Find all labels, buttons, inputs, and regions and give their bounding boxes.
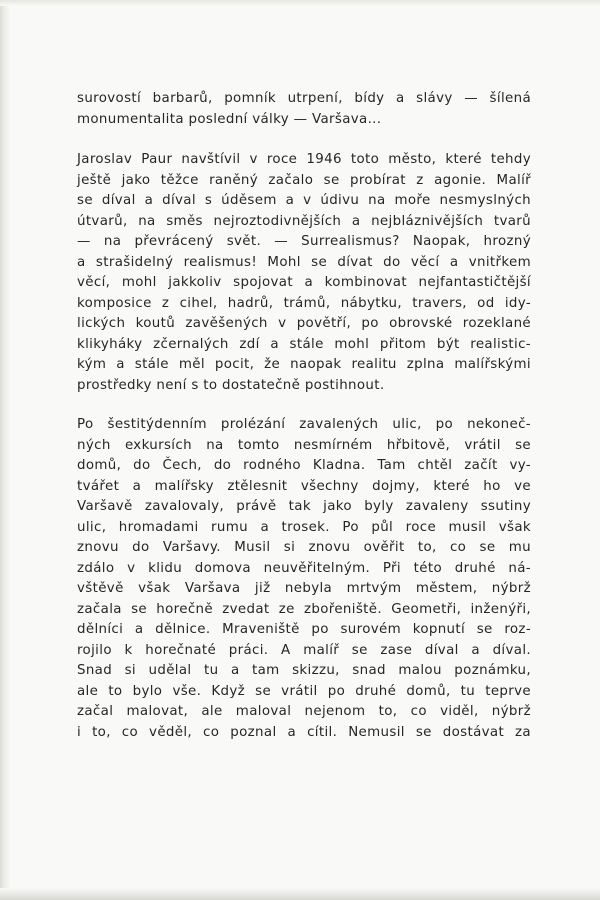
text-line: surovostí barbarů, pomník utrpení, bídy a slávy — šílená (77, 91, 531, 106)
text-line: začala se horečně zvedat ze zbořeniště. Geometři, inženýři, (77, 601, 531, 617)
text-line: tvářet a malířsky ztělesnit všechny dojmy, které ho ve (77, 478, 531, 494)
page-bottom-shadow (0, 888, 600, 900)
text-line: komposice z cihel, hadrů, trámů, nábytku, travers, od idy- (77, 295, 531, 311)
text-line: začal malovat, ale maloval nejenom to, co viděl, nýbrž (77, 704, 531, 719)
text-line: prostředky není s to dostatečně postihnout. (77, 377, 385, 393)
paragraph (77, 415, 531, 743)
text-line: lických koutů zavěšených v povětří, po obrovské rozeklané (77, 316, 531, 331)
text-line: klikyháky zčernalých zdí a stále mohl přitom být realistic- (77, 336, 531, 352)
text-line: ale to bylo vše. Když se vrátil po druhé domů, tu teprve (77, 683, 531, 699)
paragraph (77, 150, 531, 396)
text-line: se díval a díval s úděsem a v údivu na moře nesmyslných (77, 193, 531, 208)
text-line: zdálo v klidu domova neuvěřitelným. Při této druhé ná- (77, 560, 531, 576)
text-line: Snad si udělal tu a tam skizzu, snad malou poznámku, (77, 663, 531, 678)
text-line: Po šestitýdenním prolézání zavalených ulic, po nekoneč- (77, 417, 531, 432)
page-left-shadow (0, 0, 10, 900)
text-line: věcí, mohl jakkoliv spojovat a kombinovat nejfantastičtější (77, 275, 531, 290)
text-line: Jaroslav Paur navštívil v roce 1946 toto město, které tehdy (77, 152, 531, 167)
text-line: ještě jako těžce raněný začalo se probírat z agonie. Malíř (77, 172, 531, 188)
text-line: monumentalita poslední války — Varšava... (77, 111, 382, 127)
text-line: Varšavě zavalovaly, právě tak jako byly zavaleny ssutiny (77, 499, 531, 514)
text-line: ulic, hromadami rumu a trosek. Po půl roce musil však (77, 519, 531, 535)
text-line: a strašidelný realismus! Mohl se dívat do věcí a vnitřkem (77, 254, 531, 270)
text-line: kým a stále měl pocit, že naopak realitu zplna malířskými (77, 357, 531, 372)
page-text-body (77, 89, 531, 743)
text-line: ných exkursích na tomto nesmírném hřbitově, vrátil se (77, 437, 531, 453)
text-line: domů, do Čech, do rodného Kladna. Tam chtěl začít vy- (77, 458, 531, 473)
text-line: znovu do Varšavy. Musil si znovu ověřit to, co se mu (77, 540, 531, 555)
text-line: vštěvě však Varšava již nebyla mrtvým městem, nýbrž (77, 581, 531, 596)
text-line: dělníci a dělnice. Mraveniště po surovém kopnutí se roz- (77, 622, 531, 637)
text-line: — na převrácený svět. — Surrealismus? Naopak, hrozný (77, 234, 531, 249)
page-top-shadow (0, 0, 600, 6)
text-line: rojilo k horečnaté práci. A malíř se zase díval a díval. (77, 642, 531, 658)
paragraph (77, 89, 531, 130)
text-line: útvarů, na směs nejroztodivnějších a nejbláznivějších tvarů (77, 213, 531, 229)
text-line: i to, co věděl, co poznal a cítil. Nemusil se dostávat za (77, 724, 531, 740)
